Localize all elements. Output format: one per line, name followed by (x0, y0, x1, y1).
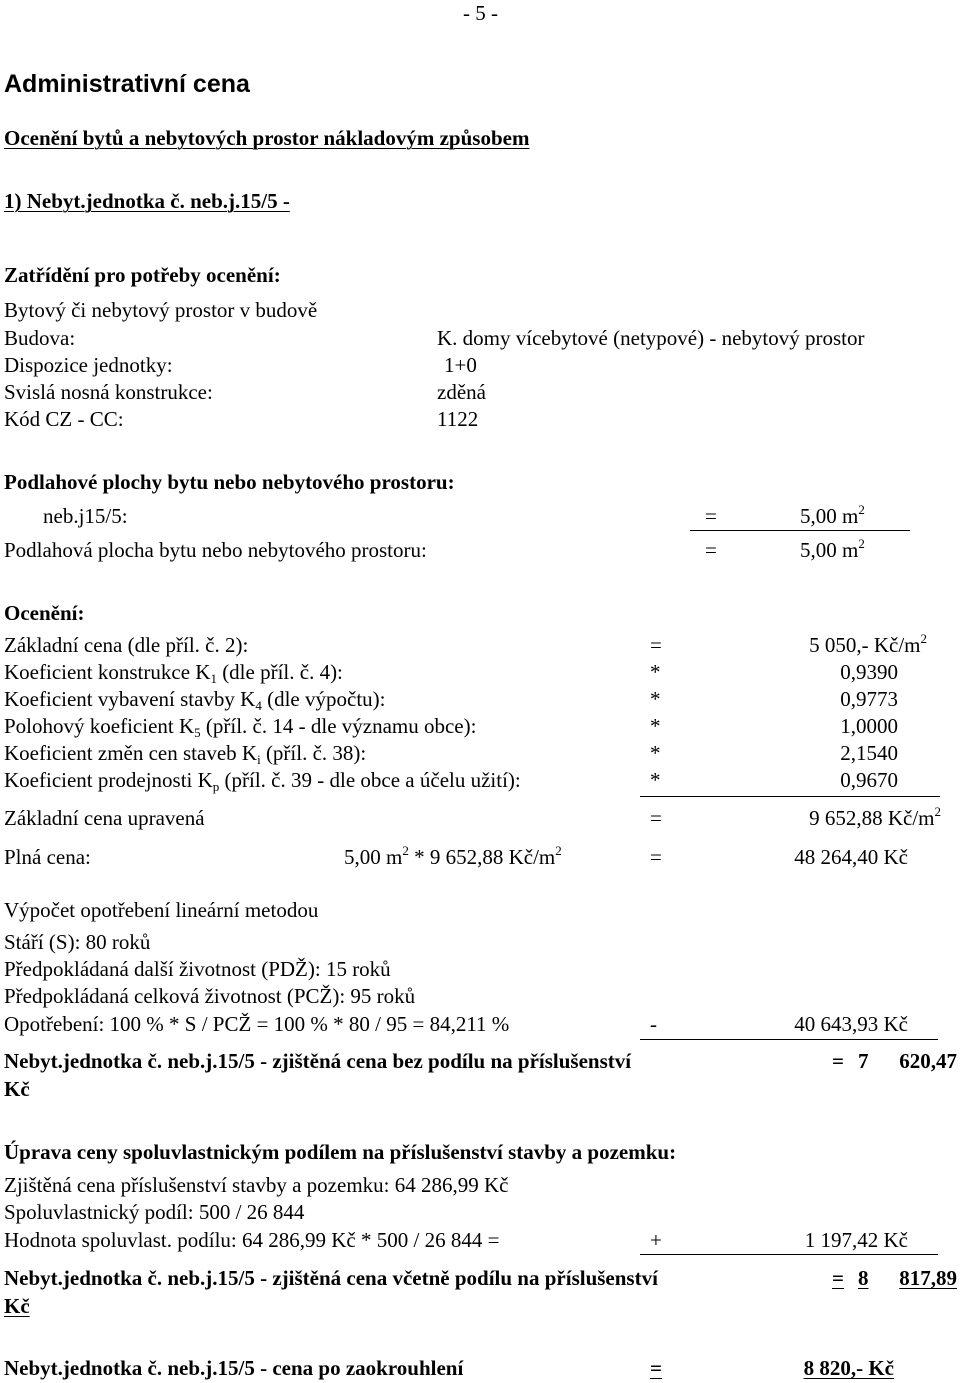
base-price-label: Základní cena (dle příl. č. 2): (4, 633, 249, 657)
coef-k5-op: * (650, 714, 661, 738)
rounded-price-label: Nebyt.jednotka č. neb.j.15/5 - cena po zaokrouhlení (4, 1356, 464, 1380)
result-without-value-a: 7 (858, 1049, 869, 1073)
structure-value: zděná (437, 380, 486, 404)
adjusted-price-label: Základní cena upravená (4, 806, 205, 830)
share-value-op: + (650, 1228, 662, 1252)
coef-k5-value: 1,0000 (840, 714, 898, 738)
coef-k4-value: 0,9773 (840, 687, 898, 711)
page-title: Administrativní cena (4, 70, 250, 98)
coef-kp-value: 0,9670 (840, 768, 898, 792)
layout-value: 1+0 (444, 353, 477, 377)
layout-label: Dispozice jednotky: (4, 353, 173, 377)
code-value: 1122 (437, 407, 479, 431)
building-value: K. domy vícebytové (netypové) - nebytový prostor (437, 326, 865, 350)
coef-k1-op: * (650, 660, 661, 684)
full-price-label: Plná cena: (4, 845, 91, 869)
base-price-value: 5 050,- $Kč/m^2$ (809, 631, 927, 657)
structure-label: Svislá nosná konstrukce: (4, 380, 213, 404)
result-with-value-a: 8 (858, 1266, 869, 1290)
accessories-price-line: Zjištěná cena příslušenství stavby a pozemku: 64 286,99 Kč (4, 1173, 509, 1197)
coef-ki-label: Koeficient změn cen staveb $K_i$ (příl. č. 38): (4, 741, 367, 767)
coef-k1-value: 0,9390 (840, 660, 898, 684)
share-heading: Úprava ceny spoluvlastnickým podílem na příslušenství stavby a pozemku: (4, 1140, 677, 1164)
floor-total-value: 5,00 $m^2$ (800, 536, 865, 562)
coef-k4-label: Koeficient vybavení stavby $K_4$ (dle výpočtu): (4, 687, 386, 713)
result-with-op: = (832, 1266, 844, 1290)
wear-rule (640, 1039, 938, 1040)
coef-k5-label: Polohový koeficient $K_5$ (příl. č. 14 - dle významu obce): (4, 714, 477, 740)
age-line: Stáří (S): 80 roků (4, 930, 151, 954)
share-value-label: Hodnota spoluvlast. podílu: 64 286,99 Kč * 500 / 26 844 = (4, 1228, 500, 1252)
floor-item-value: 5,00 $m^2$ (800, 502, 865, 528)
total-life-line: Předpokládaná celková životnost (PCŽ): 95 roků (4, 984, 416, 1008)
full-price-value: 48 264,40 Kč (794, 845, 908, 869)
result-with-value-b: 817,89 (899, 1266, 957, 1290)
floor-item-op: = (705, 504, 717, 528)
wear-label: Opotřebení: 100 % * S / PCŽ = 100 % * 80 / 95 = 84,211 % (4, 1012, 510, 1036)
section-subtitle: Ocenění bytů a nebytových prostor nákladovým způsobem (4, 126, 530, 150)
coef-kp-op: * (650, 768, 661, 792)
code-label: Kód CZ - CC: (4, 407, 124, 431)
result-without-op: = (832, 1049, 844, 1073)
share-ratio-line: Spoluvlastnický podíl: 500 / 26 844 (4, 1200, 305, 1224)
coef-kp-label: Koeficient prodejnosti $K_p$ (příl. č. 39 - dle obce a účelu užití): (4, 768, 521, 794)
unit-heading: 1) Nebyt.jednotka č. neb.j.15/5 - (4, 189, 290, 213)
result-without-label: Nebyt.jednotka č. neb.j.15/5 - zjištěná cena bez podílu na příslušenství (4, 1049, 632, 1073)
full-price-op: = (650, 845, 662, 869)
page-number: - 5 - (463, 1, 498, 25)
floor-total-label: Podlahová plocha bytu nebo nebytového prostoru: (4, 538, 427, 562)
result-with-currency: Kč (4, 1294, 30, 1318)
full-price-calc: 5,00 $m^2 * 9$ 652,88 $Kč/m^2$ (344, 843, 562, 869)
share-rule (640, 1254, 938, 1255)
classification-heading: Zatřídění pro potřeby ocenění: (4, 263, 281, 287)
wear-value: 40 643,93 Kč (794, 1012, 908, 1036)
floor-item-label: neb.j15/5: (43, 504, 128, 528)
valuation-heading: Ocenění: (4, 601, 85, 625)
floor-item-rule (690, 530, 910, 531)
depreciation-heading: Výpočet opotřebení lineární metodou (4, 898, 319, 922)
rounded-price-op: = (650, 1356, 662, 1380)
result-without-currency: Kč (4, 1077, 30, 1101)
result-with-label: Nebyt.jednotka č. neb.j.15/5 - zjištěná cena včetně podílu na příslušenství (4, 1266, 658, 1290)
coefficients-rule (640, 796, 940, 797)
coef-k1-label: Koeficient konstrukce $K_1$ (dle příl. č. 4): (4, 660, 343, 686)
rounded-price-value: 8 820,- Kč (803, 1356, 894, 1380)
floor-heading: Podlahové plochy bytu nebo nebytového prostoru: (4, 470, 455, 494)
building-label: Budova: (4, 326, 76, 350)
base-price-op: = (650, 633, 662, 657)
adjusted-price-op: = (650, 806, 662, 830)
adjusted-price-value: 9 652,88 $Kč/m^2$ (809, 804, 941, 830)
coef-ki-value: 2,1540 (840, 741, 898, 765)
wear-op: - (650, 1012, 657, 1036)
remaining-life-line: Předpokládaná další životnost (PDŽ): 15 roků (4, 957, 391, 981)
classification-line: Bytový či nebytový prostor v budově (4, 298, 318, 322)
floor-total-op: = (705, 538, 717, 562)
share-value: 1 197,42 Kč (804, 1228, 908, 1252)
coef-k4-op: * (650, 687, 661, 711)
result-without-value-b: 620,47 (899, 1049, 957, 1073)
coef-ki-op: * (650, 741, 661, 765)
